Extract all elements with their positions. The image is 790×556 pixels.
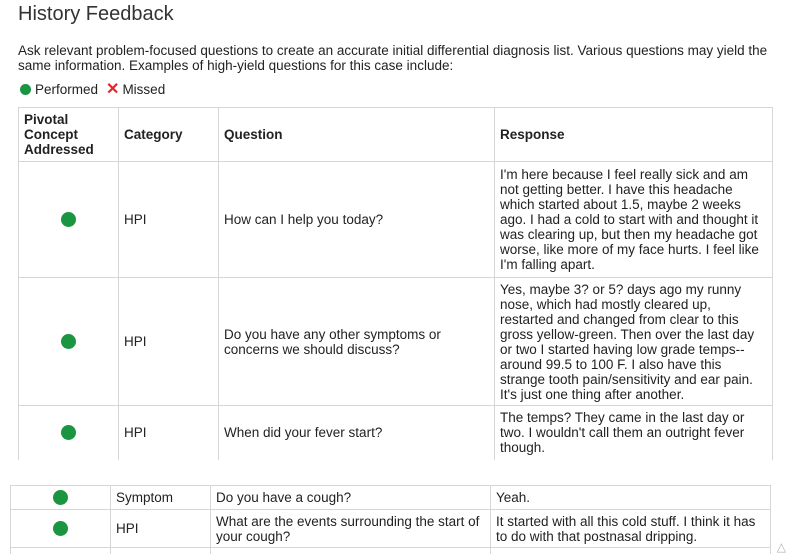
response-cell: I'm here because I feel really sick and am not getting better. I have this headache which started about 1.5, maybe 2 weeks ago. I had a cold to start with and thought it was clearing up, but then my headache got worse, like more of my face hurts. I feel like I'm falling apart. xyxy=(495,162,773,278)
header-category: Category xyxy=(119,108,219,162)
pivotal-cell xyxy=(19,278,119,406)
pivotal-cell xyxy=(19,162,119,278)
header-response: Response xyxy=(495,108,773,162)
table-row xyxy=(11,548,771,555)
response-cell: Yeah. xyxy=(491,486,771,510)
legend xyxy=(20,82,165,97)
question-cell: What are the events surrounding the start of your cough? xyxy=(211,510,491,548)
question-cell: Do you have a cough? xyxy=(211,486,491,510)
page-title: History Feedback xyxy=(18,3,174,25)
legend-performed-label: Performed xyxy=(35,82,99,97)
response-cell xyxy=(491,548,771,555)
table-row xyxy=(11,510,771,548)
performed-dot-icon xyxy=(61,334,76,349)
category-cell: HPI xyxy=(119,406,219,460)
history-table-continued xyxy=(10,485,771,554)
header-question: Question xyxy=(219,108,495,162)
legend-missed-label: Missed xyxy=(122,82,166,97)
pivotal-cell xyxy=(11,486,111,510)
response-cell: The temps? They came in the last day or two. I wouldn't call them an outright fever though. xyxy=(495,406,773,460)
performed-dot-icon xyxy=(61,212,76,227)
category-cell: HPI xyxy=(111,510,211,548)
header-pivotal: Pivotal Concept Addressed xyxy=(19,108,119,162)
performed-dot-icon xyxy=(53,521,68,536)
intro-text: Ask relevant problem-focused questions to create an accurate initial differential diagnosis list. Various questions may yield the same information. Examples of high-yield questions for this case include: xyxy=(18,43,768,73)
question-cell: When did your fever start? xyxy=(219,406,495,460)
question-cell xyxy=(211,548,491,555)
history-table xyxy=(18,107,773,460)
table-header-row xyxy=(19,108,773,162)
response-cell: Yes, maybe 3? or 5? days ago my runny nose, which had mostly cleared up, restarted and changed from clear to this gross yellow-green. Then over the last day or two I started having low grade temps--around 99.5 to 100 F. I also have this strange tooth pain/sensitivity and ear pain. It's just one thing after another. xyxy=(495,278,773,406)
pivotal-cell xyxy=(11,510,111,548)
table-row xyxy=(19,406,773,460)
response-cell: It started with all this cold stuff. I think it has to do with that postnasal dripping. xyxy=(491,510,771,548)
table-row xyxy=(11,486,771,510)
pivotal-cell xyxy=(11,548,111,555)
category-cell: HPI xyxy=(119,162,219,278)
table-row xyxy=(19,278,773,406)
category-cell: Symptom xyxy=(111,486,211,510)
question-cell: Do you have any other symptoms or concerns we should discuss? xyxy=(219,278,495,406)
table-row xyxy=(19,162,773,278)
performed-dot-icon xyxy=(53,490,68,505)
performed-dot-icon xyxy=(20,84,31,95)
pivotal-cell xyxy=(19,406,119,460)
missed-x-icon: ✕ xyxy=(106,80,120,98)
category-cell xyxy=(111,548,211,555)
scroll-up-icon[interactable]: △ xyxy=(776,540,786,554)
category-cell: HPI xyxy=(119,278,219,406)
question-cell: How can I help you today? xyxy=(219,162,495,278)
performed-dot-icon xyxy=(61,425,76,440)
